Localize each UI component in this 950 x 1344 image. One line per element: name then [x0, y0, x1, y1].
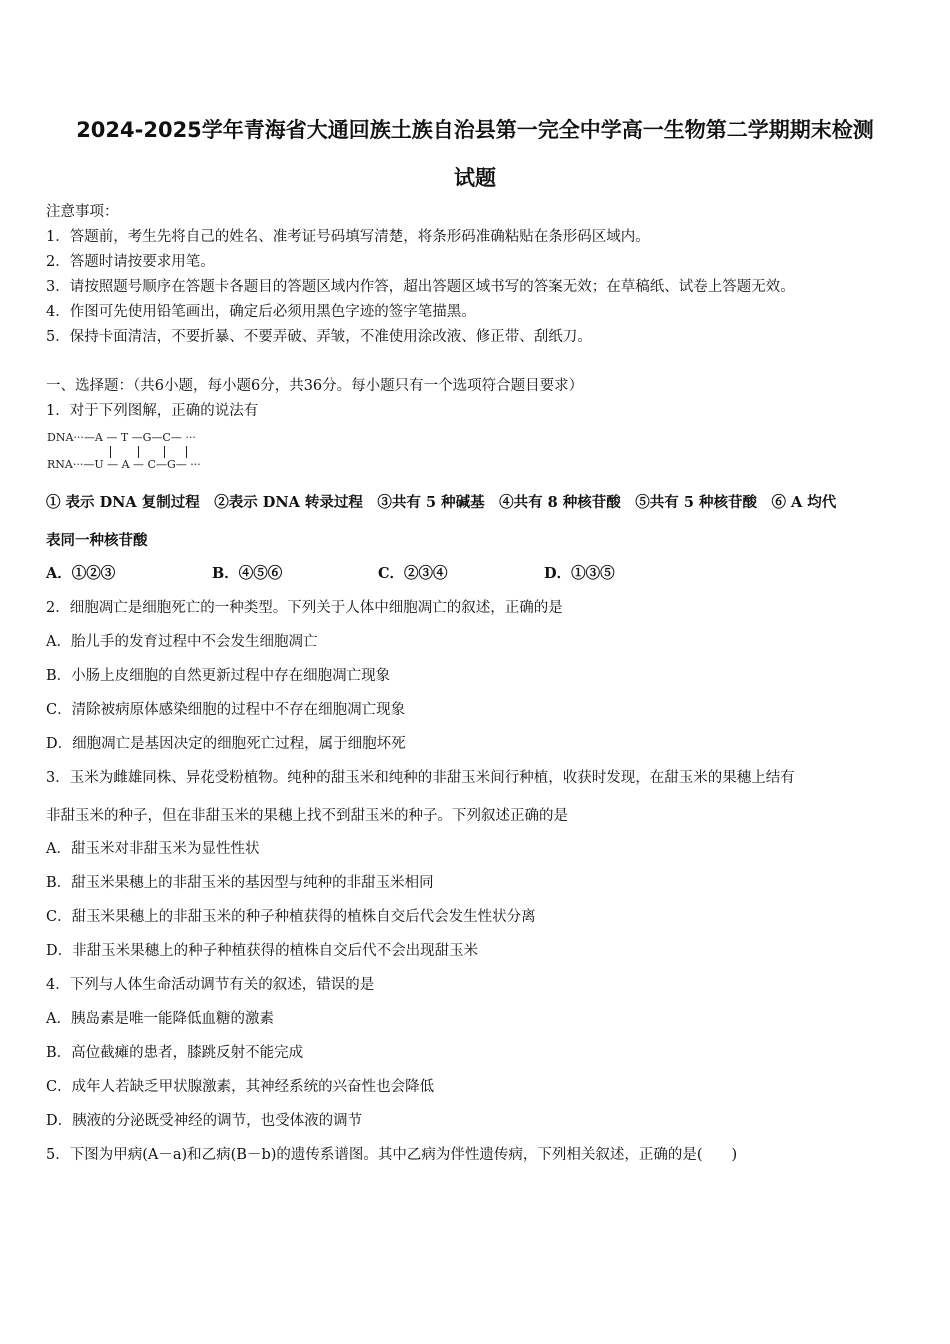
question-5-stem: 5．下图为甲病(A－a)和乙病(B－b)的遗传系谱图。其中乙病为伴性遗传病，下列相关叙述，正确的是( ) — [46, 1147, 738, 1163]
notice-heading: 注意事项： — [46, 204, 119, 220]
question-4-option-b[interactable]: B．高位截瘫的患者，膝跳反射不能完成 — [46, 1045, 304, 1061]
option-c[interactable]: C．②③④ — [378, 565, 448, 582]
question-3-option-a[interactable]: A．甜玉米对非甜玉米为显性性状 — [46, 841, 260, 857]
option-b[interactable]: B．④⑤⑥ — [212, 565, 283, 582]
question-2-option-d[interactable]: D．细胞凋亡是基因决定的细胞死亡过程，属于细胞坏死 — [46, 736, 406, 752]
option-d[interactable]: D．①③⑤ — [544, 565, 615, 582]
question-2-option-a[interactable]: A．胎儿手的发育过程中不会发生细胞凋亡 — [46, 634, 318, 650]
question-2-option-b[interactable]: B．小肠上皮细胞的自然更新过程中存在细胞凋亡现象 — [46, 668, 391, 684]
rna-sequence: RNA···—U — A — C—G— ··· — [47, 458, 201, 471]
question-1-statements: ① 表示 DNA 复制过程 ②表示 DNA 转录过程 ③共有 5 种碱基 ④共有 8 种核苷酸 ⑤共有 5 种核苷酸 ⑥ A 均代 — [46, 494, 837, 511]
question-4-stem: 4．下列与人体生命活动调节有关的叙述，错误的是 — [46, 977, 375, 993]
notice-item: 5．保持卡面清洁，不要折暴、不要弄破、弄皱，不准使用涂改液、修正带、刮纸刀。 — [46, 329, 592, 345]
question-4-option-a[interactable]: A．胰岛素是唯一能降低血糖的激素 — [46, 1011, 274, 1027]
question-3-stem-cont: 非甜玉米的种子，但在非甜玉米的果穗上找不到甜玉米的种子。下列叙述正确的是 — [46, 808, 568, 824]
notice-item: 4．作图可先使用铅笔画出，确定后必须用黑色字迹的签字笔描黑。 — [46, 304, 476, 320]
question-1-options — [46, 564, 916, 584]
notice-item: 3．请按照题号顺序在答题卡各题目的答题区域内作答，超出答题区域书写的答案无效；在草稿纸、试卷上答题无效。 — [46, 279, 795, 295]
notice-item: 2．答题时请按要求用笔。 — [46, 254, 215, 270]
notice-item: 1．答题前，考生先将自己的姓名、准考证号码填写清楚，将条形码准确粘贴在条形码区域内。 — [46, 229, 650, 245]
question-2-stem: 2．细胞凋亡是细胞死亡的一种类型。下列关于人体中细胞凋亡的叙述，正确的是 — [46, 600, 563, 616]
exam-title-line1: 2024-2025学年青海省大通回族土族自治县第一完全中学高一生物第二学期期末检测 — [76, 118, 874, 142]
question-4-option-c[interactable]: C．成年人若缺乏甲状腺激素，其神经系统的兴奋性也会降低 — [46, 1079, 435, 1095]
option-a[interactable]: A．①②③ — [46, 565, 116, 582]
question-4-option-d[interactable]: D．胰液的分泌既受神经的调节，也受体液的调节 — [46, 1113, 363, 1129]
question-3-option-b[interactable]: B．甜玉米果穗上的非甜玉米的基因型与纯种的非甜玉米相同 — [46, 875, 434, 891]
question-1-stem: 1．对于下列图解，正确的说法有 — [46, 403, 259, 419]
exam-title-line2: 试题 — [454, 166, 496, 190]
question-3-option-d[interactable]: D．非甜玉米果穗上的种子种植获得的植株自交后代不会出现甜玉米 — [46, 943, 479, 959]
question-1-statements-cont: 表同一种核苷酸 — [46, 532, 148, 549]
dna-sequence: DNA···—A — T —G—C— ··· — [47, 431, 196, 444]
question-3-stem: 3．玉米为雌雄同株、异花受粉植物。纯种的甜玉米和纯种的非甜玉米间行种植，收获时发现，在甜玉米的果穗上结有 — [46, 770, 795, 786]
question-3-option-c[interactable]: C．甜玉米果穗上的非甜玉米的种子种植获得的植株自交后代会发生性状分离 — [46, 909, 536, 925]
section-heading: 一、选择题：（共6小题，每小题6分，共36分。每小题只有一个选项符合题目要求） — [46, 378, 584, 394]
question-2-option-c[interactable]: C．清除被病原体感染细胞的过程中不存在细胞凋亡现象 — [46, 702, 406, 718]
